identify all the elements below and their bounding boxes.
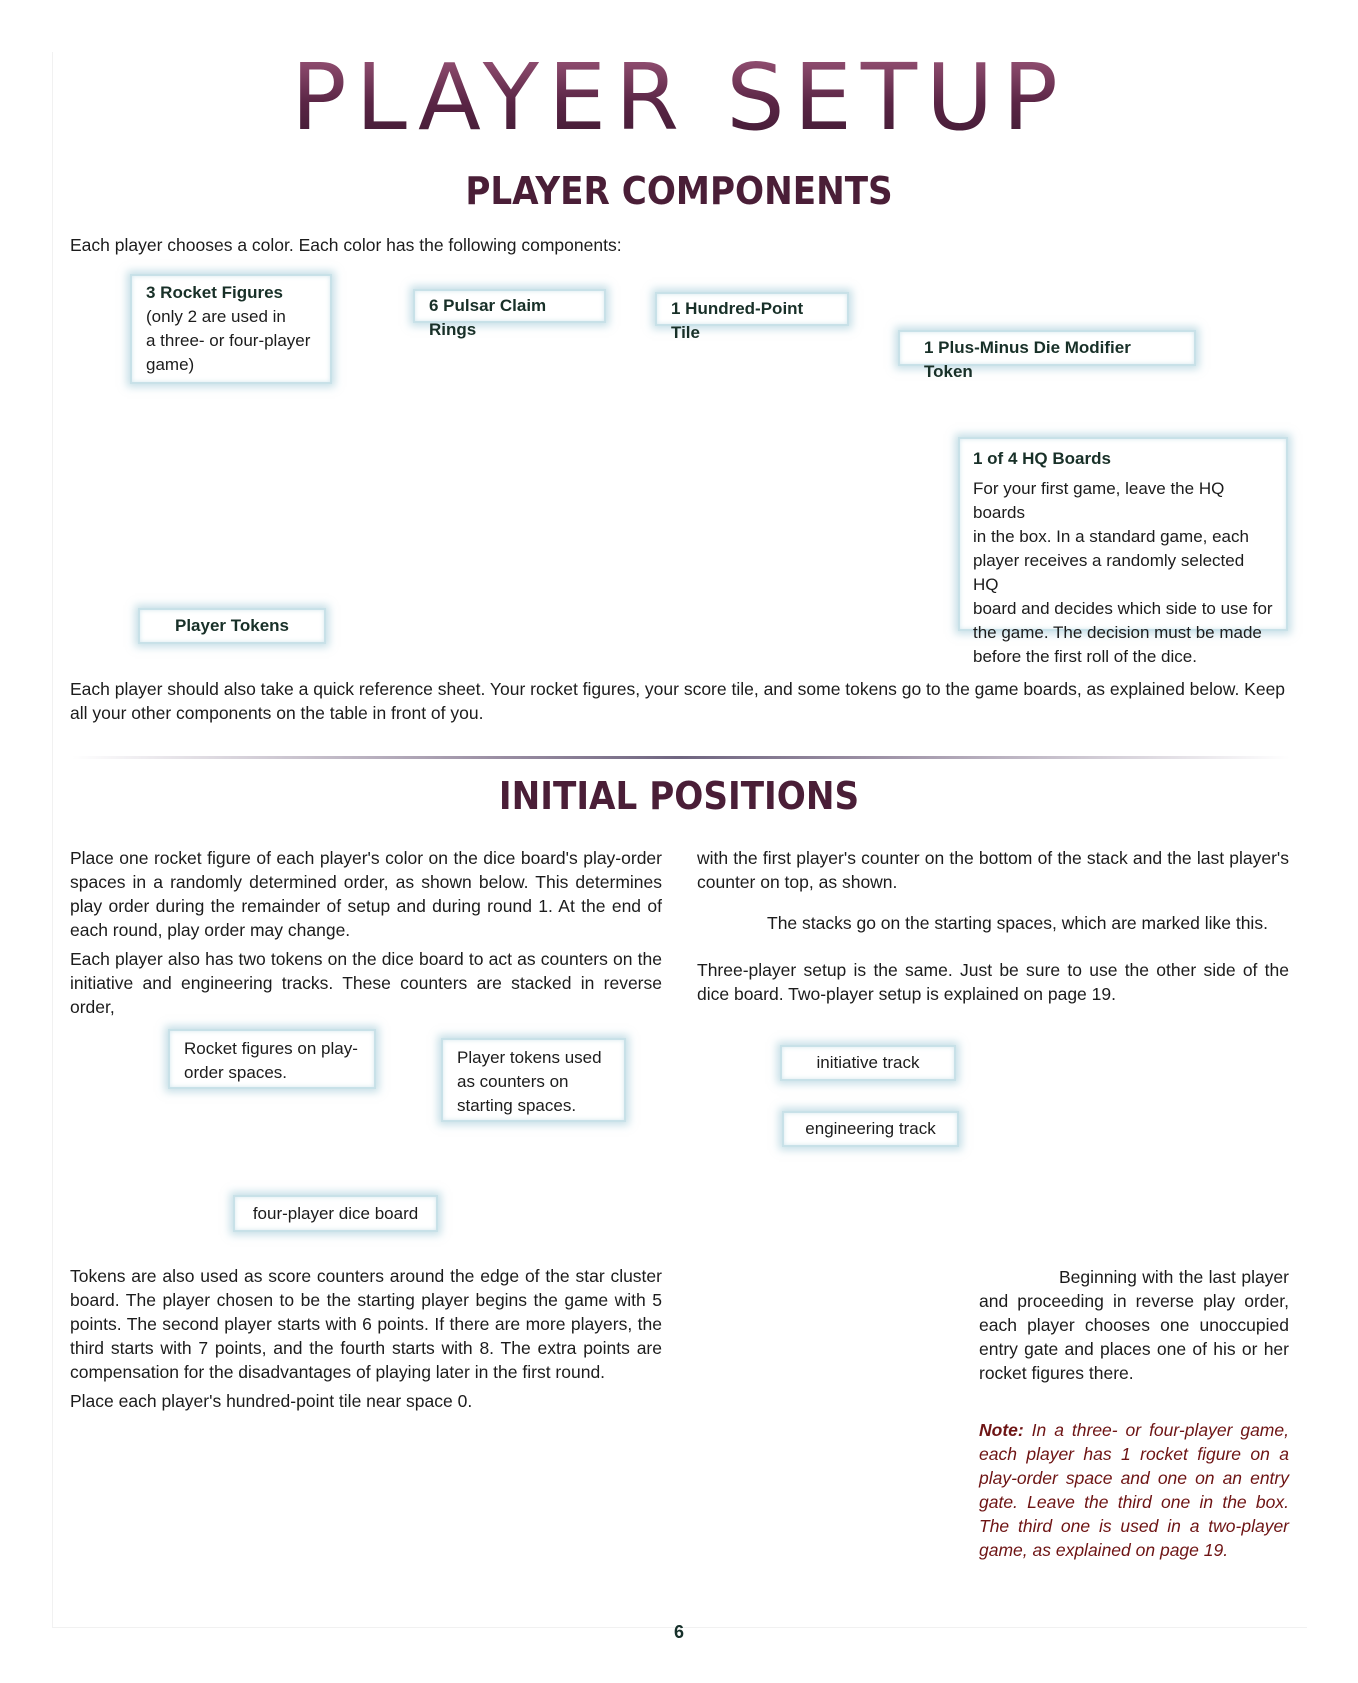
hq-boards-label-line: the game. The decision must be made — [973, 623, 1262, 642]
setup-note-label: Note: — [979, 1420, 1024, 1440]
rocket-figures-label — [130, 274, 332, 384]
player-components-heading: PLAYER COMPONENTS — [465, 169, 893, 213]
die-modifier-token-label: 1 Plus-Minus Die Modifier Token — [898, 330, 1196, 366]
positions-right-paragraph-1: with the first player's counter on the bottom of the stack and the last player's counter on top, as shown. — [697, 848, 1289, 892]
hq-boards-label-line: before the first roll of the dice. — [973, 647, 1197, 666]
player-tokens-counters-label — [441, 1038, 626, 1122]
setup-note-text: In a three- or four-player game, each player has 1 rocket figure on a play-order space and one on an entry gate. Leave the third one in the box. The third one is used in a two-player game, as explained on page 19. — [979, 1420, 1289, 1560]
page-number: 6 — [673, 1622, 684, 1642]
score-counters-paragraph: Tokens are also used as score counters around the edge of the star cluster board. The player chosen to be the starting player begins the game with 5 points. The second player starts with 6 points. If there are more players, the third starts with 7 points, and the fourth starts with 8. The extra points are compensation for the disadvantages of playing later in the first round. — [70, 1266, 662, 1382]
entry-gate-paragraph: Beginning with the last player and proceeding in reverse play order, each player chooses one unoccupied entry gate and places one of his or her rocket figures there. — [979, 1267, 1289, 1383]
rocket-play-order-label-line: order spaces. — [184, 1063, 287, 1082]
hq-boards-label-title: 1 of 4 HQ Boards — [973, 449, 1111, 468]
play-order-paragraph: Place one rocket figure of each player's color on the dice board's play-order spaces in a randomly determined order, as shown below. This determines play order during the remainder of setup and during round 1. At the end of each round, play order may change. — [70, 848, 662, 940]
rocket-play-order-label-line: Rocket figures on play- — [184, 1039, 358, 1058]
components-outro: Each player should also take a quick reference sheet. Your rocket figures, your score tile, and some tokens go to the game boards, as explained below. Keep all your other components on the table in front of you. — [70, 679, 1286, 723]
hq-boards-label-line: For your first game, leave the HQ boards — [973, 479, 1225, 522]
counters-paragraph: Each player also has two tokens on the dice board to act as counters on the initiative and engineering tracks. These counters are stacked in reverse order, — [70, 949, 662, 1017]
initial-positions-heading: INITIAL POSITIONS — [498, 774, 860, 818]
hq-boards-label — [958, 437, 1288, 666]
components-intro: Each player chooses a color. Each color has the following components: — [70, 235, 622, 255]
rocket-figures-label-line: game) — [146, 355, 195, 374]
hq-boards-label-line: in the box. In a standard game, each — [973, 527, 1249, 546]
player-tokens-counters-label-line: Player tokens used — [457, 1048, 602, 1067]
positions-bottom-left — [70, 1264, 662, 1413]
initiative-track-label: initiative track — [780, 1045, 956, 1081]
hundred-point-tile-paragraph: Place each player's hundred-point tile near space 0. — [70, 1391, 473, 1411]
player-tokens-label: Player Tokens — [138, 608, 326, 644]
positions-right-paragraph-3: Three-player setup is the same. Just be sure to use the other side of the dice board. Two-player setup is explained on page 19. — [697, 960, 1289, 1004]
setup-note — [979, 1418, 1289, 1562]
hq-boards-label-line: player receives a randomly selected HQ — [973, 551, 1245, 594]
rocket-figures-label-line: (only 2 are used in — [146, 307, 286, 326]
hq-boards-label-line: board and decides which side to use for — [973, 599, 1273, 618]
rocket-figures-label-title: 3 Rocket Figures — [146, 283, 283, 302]
pulsar-claim-rings-label: 6 Pulsar Claim Rings — [413, 289, 606, 323]
rocket-figures-label-line: a three- or four-player — [146, 331, 311, 350]
rocket-play-order-label — [168, 1029, 376, 1089]
positions-left-column — [70, 846, 662, 1019]
engineering-track-label: engineering track — [782, 1111, 959, 1147]
page-title: PLAYER SETUP — [0, 52, 1358, 144]
dice-board-label: four-player dice board — [233, 1195, 438, 1232]
player-tokens-counters-label-line: as counters on — [457, 1072, 569, 1091]
player-tokens-counters-label-line: starting spaces. — [457, 1096, 577, 1115]
hundred-point-tile-label: 1 Hundred-Point Tile — [655, 292, 849, 326]
section-divider — [72, 756, 1290, 759]
positions-right-paragraph-2: The stacks go on the starting spaces, which are marked like this. — [767, 913, 1268, 933]
